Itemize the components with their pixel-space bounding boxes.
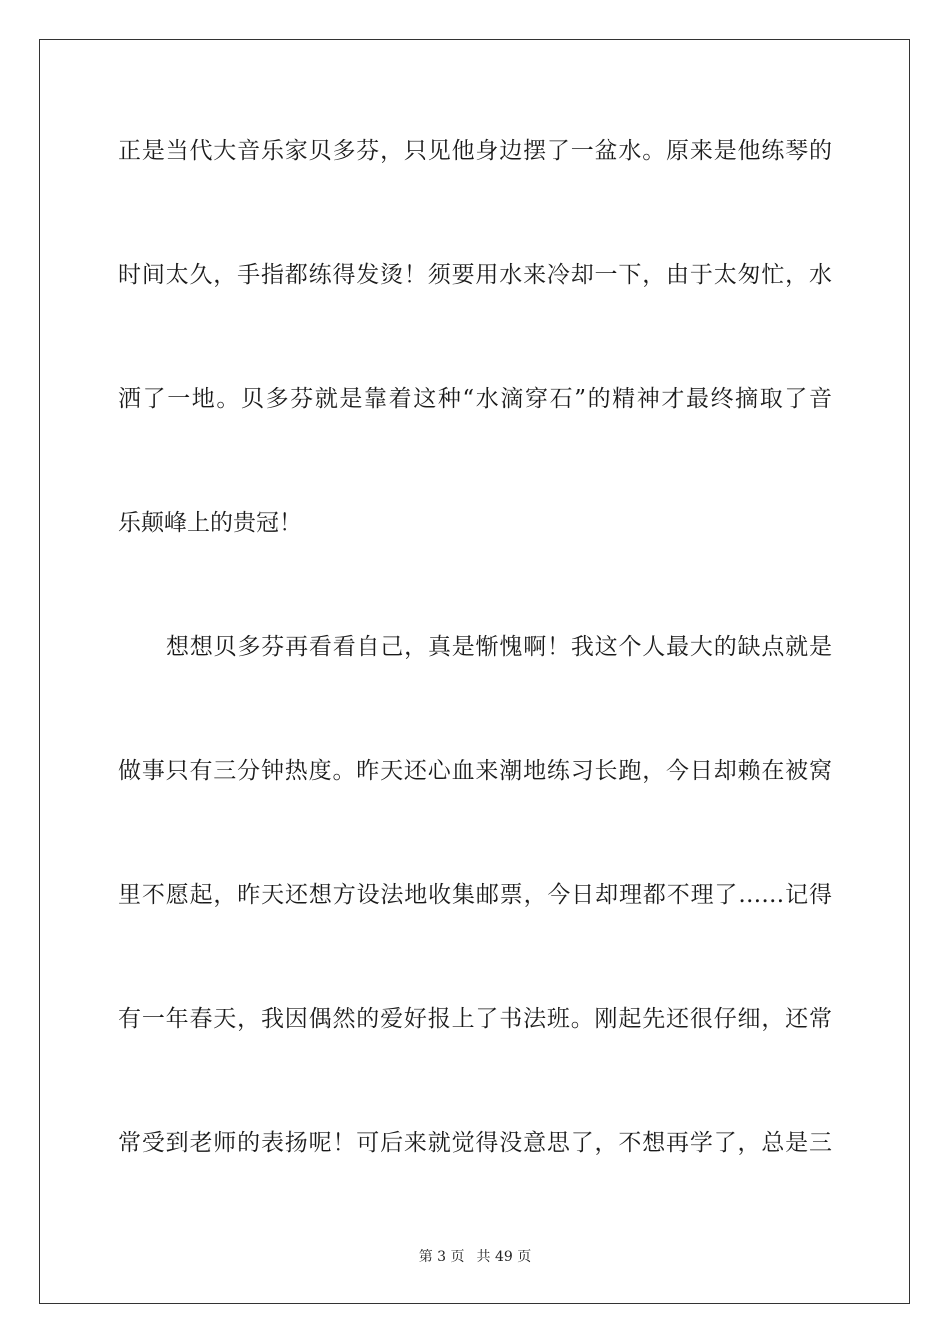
paragraph-first-line: 想想贝多芬再看看自己，真是惭愧啊！我这个人最大的缺点就是	[166, 634, 832, 660]
text-line: 做事只有三分钟热度。昨天还心血来潮地练习长跑，今日却赖在被窝	[118, 758, 832, 784]
page-border	[39, 39, 910, 1304]
text-line: 常受到老师的表扬呢！可后来就觉得没意思了，不想再学了，总是三	[118, 1130, 832, 1156]
total-pages: 共 49 页	[476, 1249, 532, 1265]
text-line: 里不愿起，昨天还想方设法地收集邮票，今日却理都不理了……记得	[118, 882, 832, 908]
text-line: 有一年春天，我因偶然的爱好报上了书法班。刚起先还很仔细，还常	[118, 1006, 832, 1032]
text-line: 乐颠峰上的贵冠！	[118, 510, 302, 536]
text-line: 正是当代大音乐家贝多芬，只见他身边摆了一盆水。原来是他练琴的	[118, 138, 832, 164]
page-number: 第 3 页	[418, 1249, 465, 1265]
text-line: 时间太久，手指都练得发烫！须要用水来冷却一下，由于太匆忙，水	[118, 262, 832, 288]
page-footer	[0, 1248, 950, 1266]
text-line: 洒了一地。贝多芬就是靠着这种“水滴穿石”的精神才最终摘取了音	[118, 386, 832, 412]
